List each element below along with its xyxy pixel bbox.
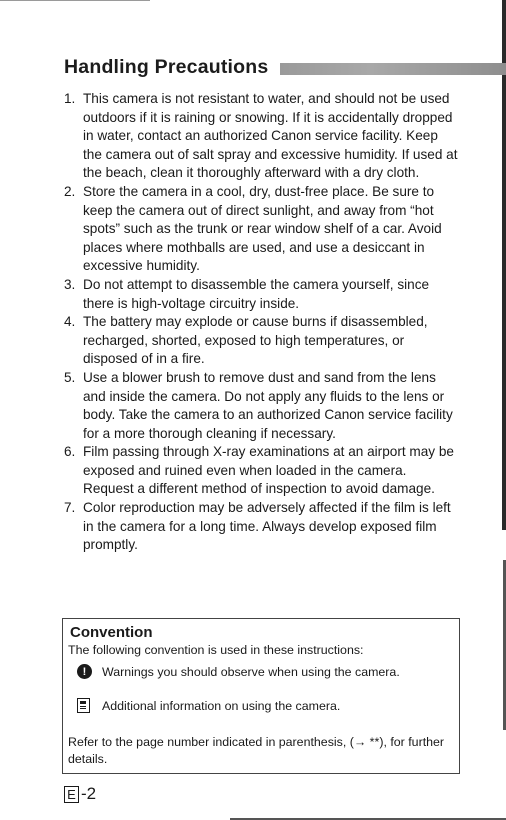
list-item xyxy=(64,443,460,499)
item-number: 1. xyxy=(64,91,76,106)
note-row xyxy=(77,698,340,713)
item-text: Use a blower brush to remove dust and sand from the lens and inside the camera. Do not apply any fluids to the lens or body. Take the camera to an authorized Canon service facility for a more thorough cleaning if necessary. xyxy=(83,369,453,441)
page-number xyxy=(64,784,96,804)
precautions-list xyxy=(64,90,460,555)
convention-title: Convention xyxy=(70,624,153,641)
list-item xyxy=(64,313,460,369)
item-text: Do not attempt to disassemble the camera yourself, since there is high-voltage circuitry inside. xyxy=(83,276,430,311)
refer-text: Refer to the page number indicated in parenthesis, (→ **), for further details. xyxy=(68,735,445,766)
list-item xyxy=(64,90,460,183)
page-heading: Handling Precautions xyxy=(64,56,269,78)
page-number-value: -2 xyxy=(81,784,97,803)
convention-intro: The following convention is used in these instructions: xyxy=(68,643,364,657)
item-text: This camera is not resistant to water, and should not be used outdoors if it is raining or snowing. If it is accidentally dropped in water, contact an authorized Canon service facility. Keep the camera out of salt spray and excessive humidity. If used at the beach, clean it thoroughly afterward with a dry cloth. xyxy=(83,91,458,181)
page-letter: E xyxy=(64,786,79,803)
list-item xyxy=(64,499,460,555)
page-edge-shadow xyxy=(502,0,506,530)
item-number: 6. xyxy=(64,444,76,460)
item-text: Store the camera in a cool, dry, dust-free place. Be sure to keep the camera out of direct sunlight, and away from “hot spots” such as the trunk or rear window shelf of a car. Avoid places where mothballs are used, and use a desiccant in excessive humidity. xyxy=(83,183,442,274)
memo-icon xyxy=(77,698,90,713)
list-item xyxy=(64,276,460,313)
item-text: Film passing through X-ray examinations at an airport may be exposed and ruined even when loaded in the camera. Request a different method of inspection to avoid damage. xyxy=(83,444,454,497)
note-text: Additional information on using the camera. xyxy=(102,698,341,713)
item-text: The battery may explode or cause burns if disassembled, recharged, shorted, exposed to high temperatures, or disposed of in a fire. xyxy=(83,314,428,367)
item-number: 5. xyxy=(64,369,76,385)
warning-icon: ! xyxy=(77,664,92,679)
top-rule xyxy=(0,0,150,1)
warning-row xyxy=(77,664,400,679)
warning-text: Warnings you should observe when using the camera. xyxy=(102,664,400,679)
item-text: Color reproduction may be adversely affected if the film is left in the camera for a long time. Always develop exposed film promptly. xyxy=(83,500,451,553)
list-item xyxy=(64,183,460,276)
item-number: 7. xyxy=(64,500,76,516)
heading-bar xyxy=(280,63,506,75)
item-number: 2. xyxy=(64,183,76,199)
list-item xyxy=(64,369,460,443)
item-number: 4. xyxy=(64,314,76,330)
item-number: 3. xyxy=(64,276,76,292)
